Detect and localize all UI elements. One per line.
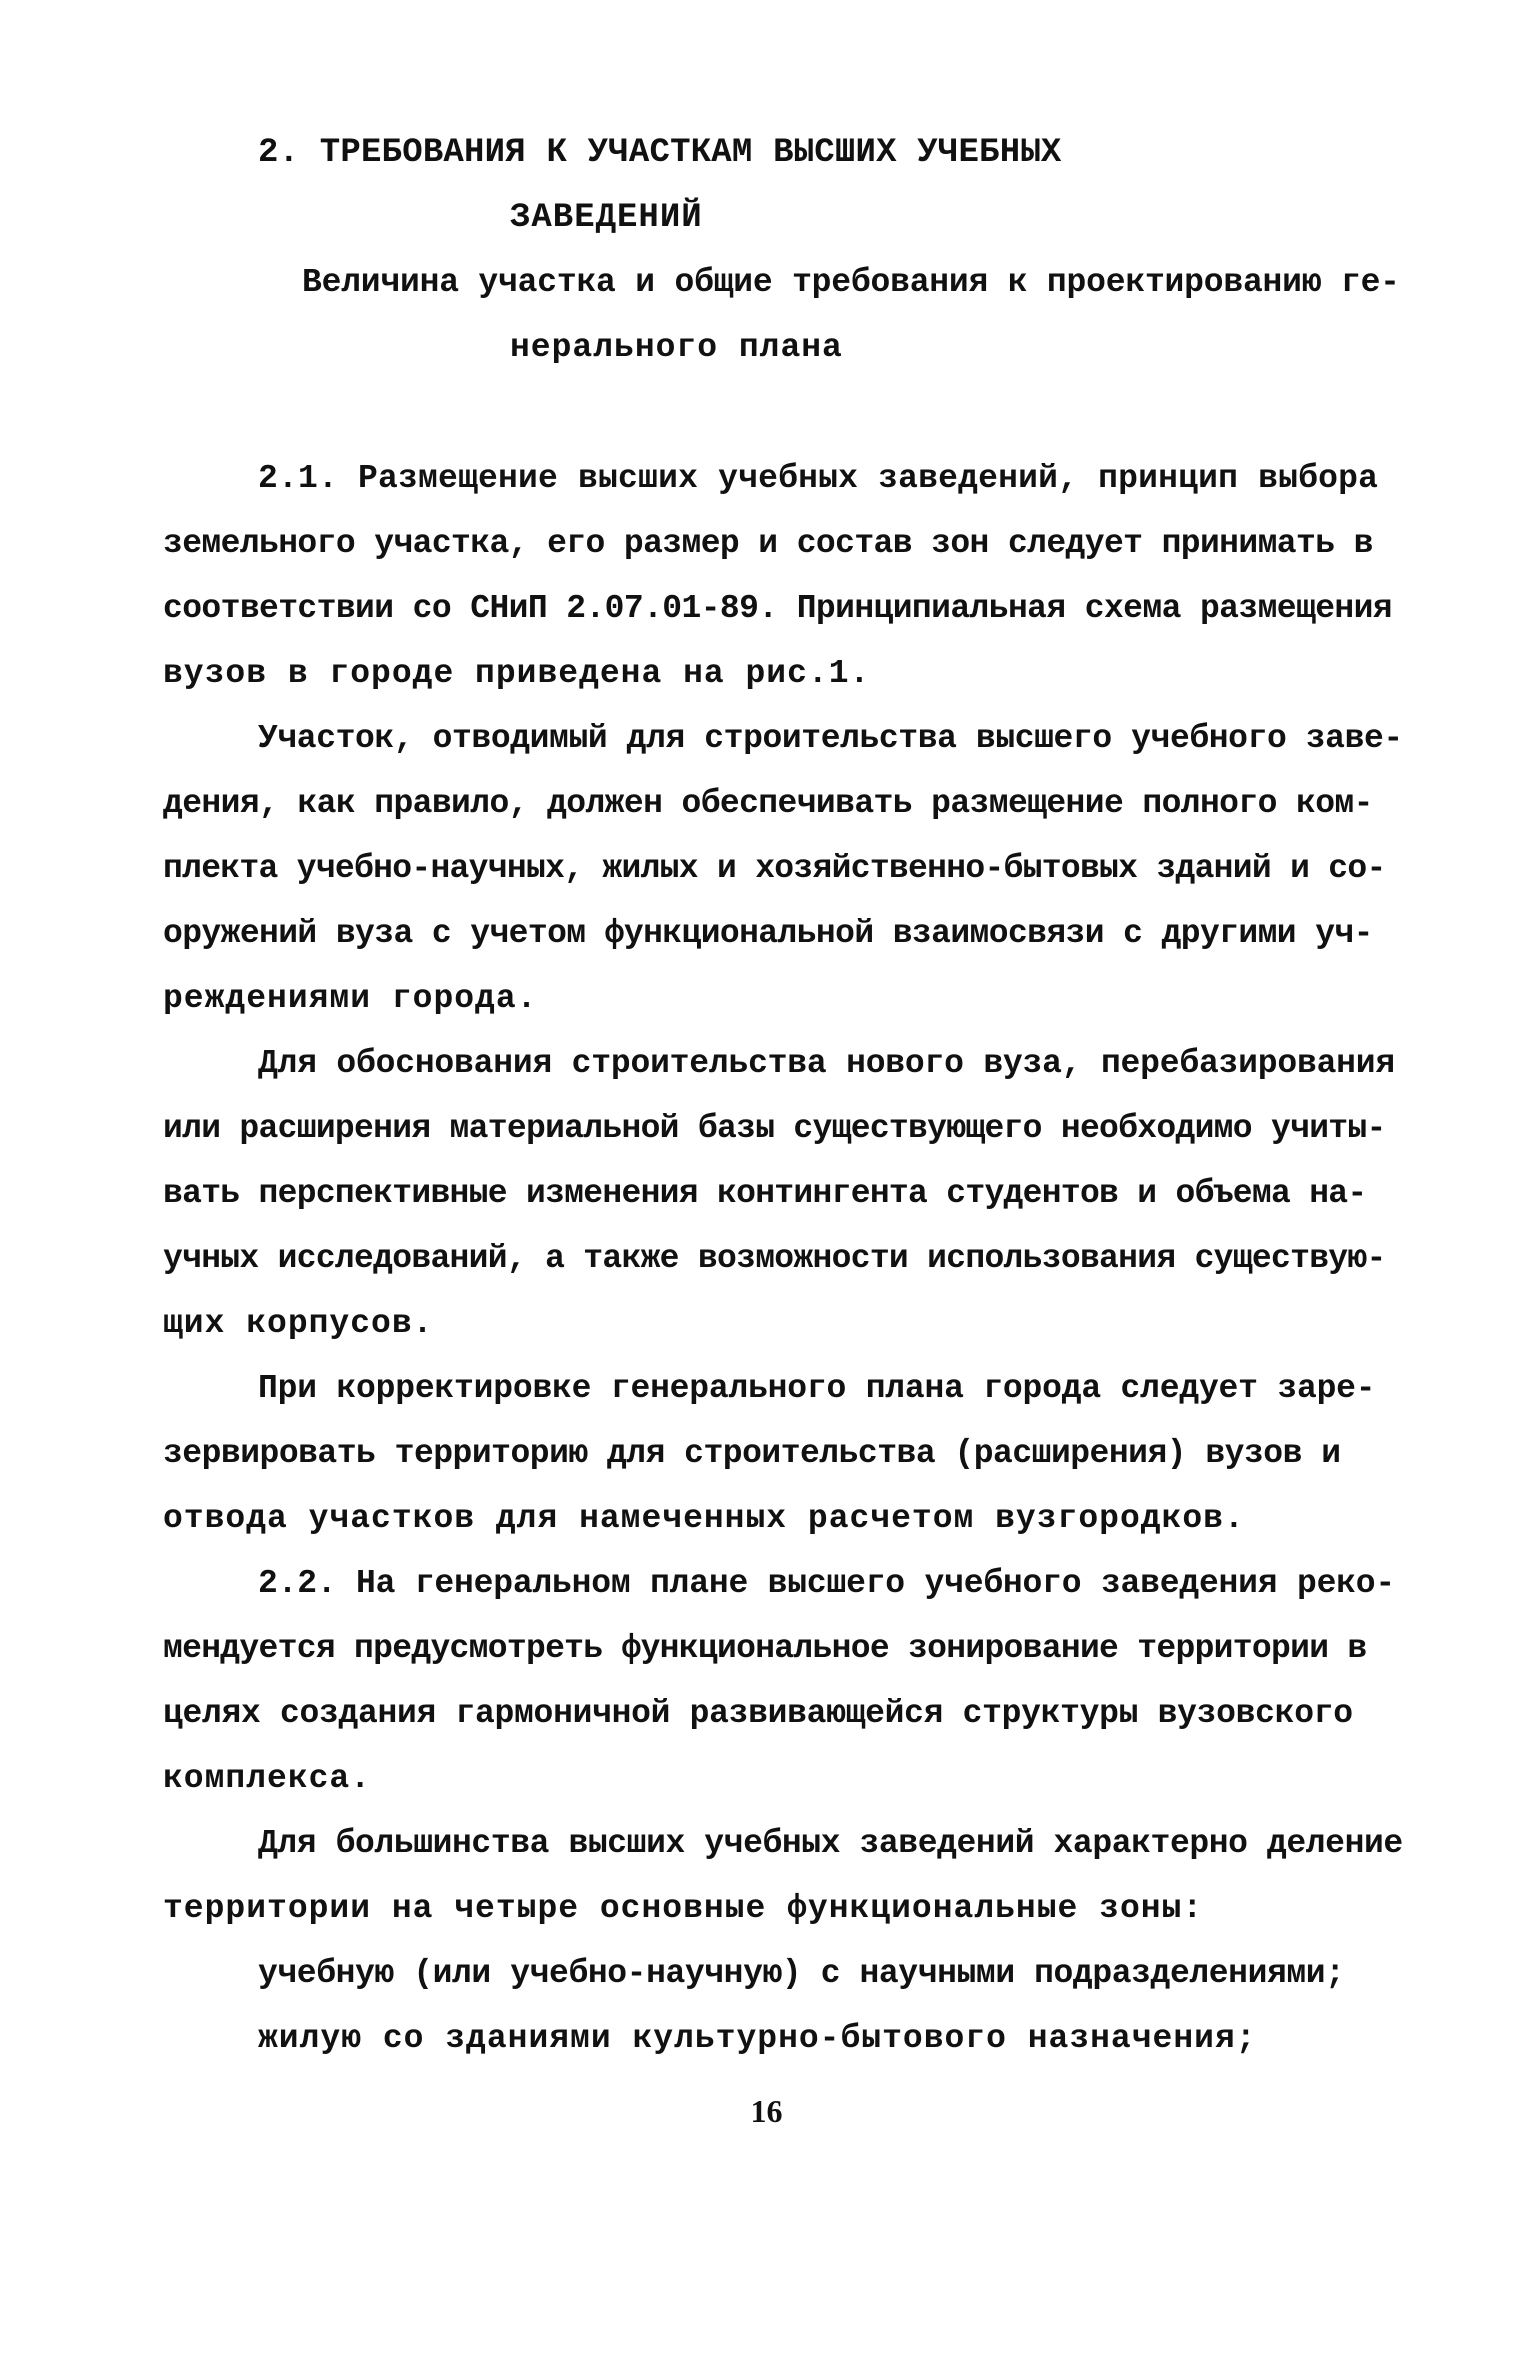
paragraph-2-1-line-1: 2.1. Размещение высших учебных заведений, принцип выбора bbox=[258, 460, 1379, 497]
paragraph-2-1-line-2: земельного участка, его размер и состав зон следует принимать в bbox=[163, 525, 1373, 562]
paragraph-4-line-1: При корректировке генерального плана города следует заре- bbox=[258, 1370, 1376, 1407]
paragraph-2-1-line-3: соответствии со СНиП 2.07.01-89. Принципиальная схема размещения bbox=[163, 590, 1393, 627]
paragraph-6-line-1: Для большинства высших учебных заведений характерно деление bbox=[258, 1825, 1403, 1862]
paragraph-2-2-line-3: целях создания гармоничной развивающейся структуры вузовского bbox=[163, 1695, 1353, 1732]
section-title-line-2: ЗАВЕДЕНИЙ bbox=[510, 199, 703, 237]
paragraph-2-line-2: дения, как правило, должен обеспечивать размещение полного ком- bbox=[163, 785, 1373, 822]
list-item-2: жилую со зданиями культурно-бытового назначения; bbox=[258, 2020, 1257, 2057]
paragraph-2-line-1: Участок, отводимый для строительства высшего учебного заве- bbox=[258, 720, 1403, 757]
paragraph-3-line-4: учных исследований, а также возможности использования существую- bbox=[163, 1240, 1386, 1277]
paragraph-4-line-3: отвода участков для намеченных расчетом вузгородков. bbox=[163, 1500, 1245, 1537]
paragraph-2-1-line-4: вузов в городе приведена на рис.1. bbox=[163, 655, 871, 692]
paragraph-3-line-3: вать перспективные изменения контингента студентов и объема на- bbox=[163, 1175, 1367, 1212]
paragraph-2-line-3: плекта учебно-научных, жилых и хозяйственно-бытовых зданий и со- bbox=[163, 850, 1386, 887]
paragraph-2-2-line-4: комплекса. bbox=[163, 1760, 372, 1797]
paragraph-3-line-1: Для обоснования строительства нового вуза, перебазирования bbox=[258, 1045, 1395, 1082]
subsection-title-line-2: нерального плана bbox=[510, 329, 843, 366]
paragraph-6-line-2: территории на четыре основные функциональные зоны: bbox=[163, 1890, 1204, 1927]
paragraph-2-2-line-2: мендуется предусмотреть функциональное зонирование территории в bbox=[163, 1630, 1367, 1667]
paragraph-3-line-2: или расширения материальной базы существующего необходимо учиты- bbox=[163, 1110, 1386, 1147]
paragraph-2-line-5: реждениями города. bbox=[163, 980, 538, 1017]
paragraph-4-line-2: зервировать территорию для строительства (расширения) вузов и bbox=[163, 1435, 1341, 1472]
list-item-1: учебную (или учебно-научную) с научными подразделениями; bbox=[258, 1955, 1345, 1992]
subsection-title-line-1: Величина участка и общие требования к проектированию ге- bbox=[302, 264, 1400, 301]
paragraph-2-line-4: оружений вуза с учетом функциональной взаимосвязи с другими уч- bbox=[163, 915, 1373, 952]
paragraph-3-line-5: щих корпусов. bbox=[163, 1305, 434, 1342]
page-number: 16 bbox=[750, 2093, 783, 2129]
paragraph-2-2-line-1: 2.2. На генеральном плане высшего учебного заведения реко- bbox=[258, 1565, 1395, 1602]
section-title-line-1: 2. ТРЕБОВАНИЯ К УЧАСТКАМ ВЫСШИХ УЧЕБНЫХ bbox=[258, 134, 1062, 172]
